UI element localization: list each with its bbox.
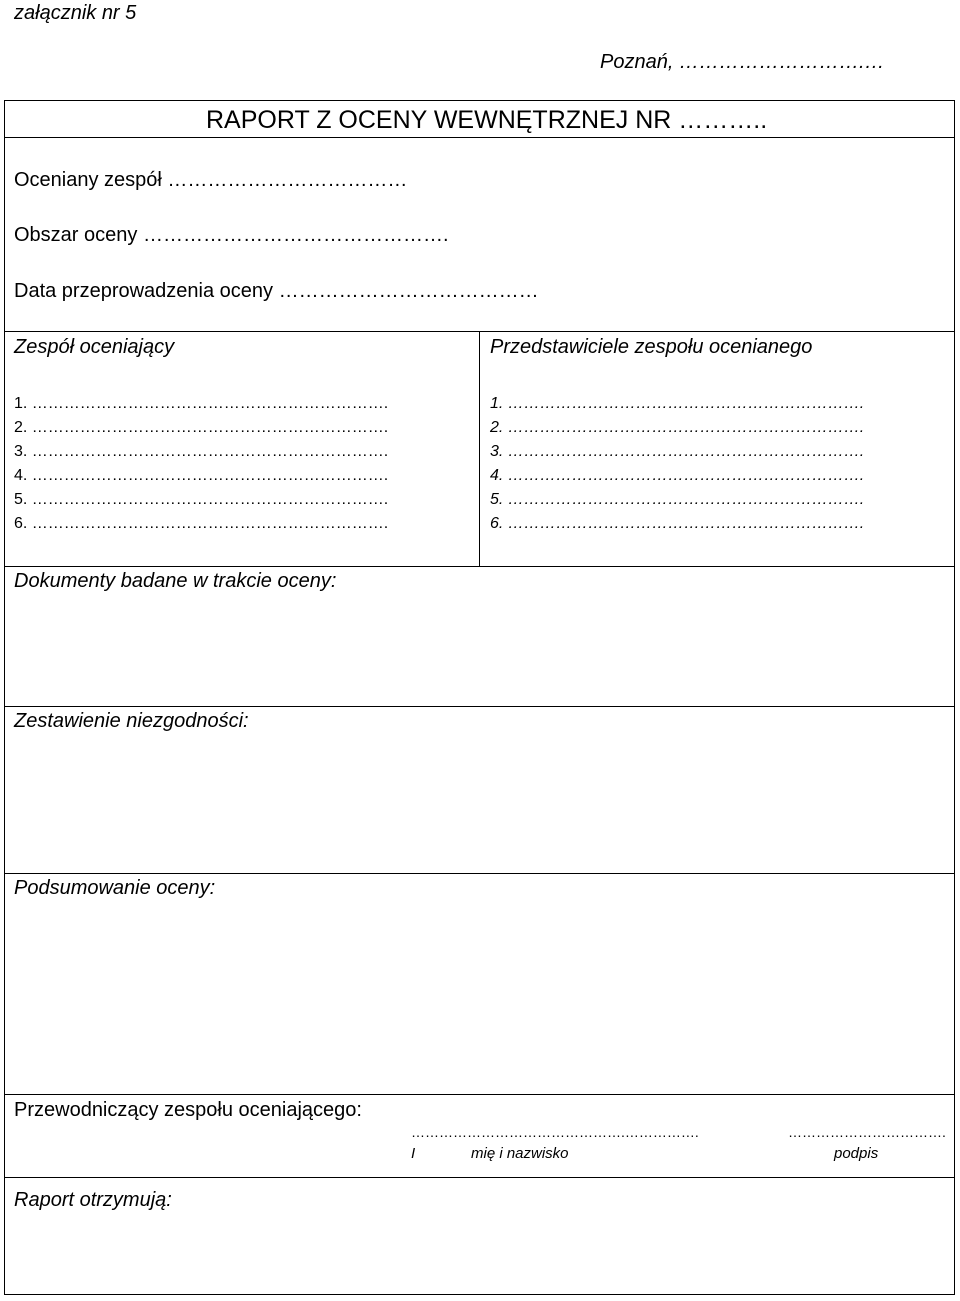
chair-section-divider — [4, 1094, 955, 1095]
assessed-team-field: Oceniany zespół ……………………………… — [14, 169, 408, 191]
chair-label: Przewodniczący zespołu oceniającego: — [14, 1099, 362, 1121]
recipients-label: Raport otrzymują: — [14, 1189, 172, 1211]
signature-line: ……………………………. — [788, 1124, 946, 1140]
attachment-label: załącznik nr 5 — [14, 2, 137, 24]
summary-section-divider — [4, 873, 955, 874]
assessed-reps-label: Przedstawiciele zespołu ocenianego — [490, 336, 813, 358]
name-label-initial: I — [411, 1145, 416, 1162]
name-signature-line: ……………………………………….……………. — [411, 1124, 699, 1140]
title-divider — [4, 137, 955, 138]
list-item: 1. …………………………………………………………. — [490, 395, 865, 412]
place-date: Poznań, ……………………….… — [600, 51, 885, 73]
signature-label: podpis — [834, 1145, 879, 1162]
recipients-section-divider — [4, 1177, 955, 1178]
list-item: 6. …………………………………………………………. — [14, 515, 389, 532]
list-item: 2. …………………………………………………………. — [490, 419, 865, 436]
list-item: 1. …………………………………………………………. — [14, 395, 389, 412]
list-item: 2. …………………………………………………………. — [14, 419, 389, 436]
list-item: 5. …………………………………………………………. — [14, 491, 389, 508]
assessment-date-field: Data przeprowadzenia oceny ………………………………… — [14, 280, 539, 302]
list-item: 4. …………………………………………………………. — [490, 467, 865, 484]
list-item: 6. …………………………………………………………. — [490, 515, 865, 532]
list-item: 4. …………………………………………………………. — [14, 467, 389, 484]
nonconformities-label: Zestawienie niezgodności: — [14, 710, 249, 732]
assessing-team-list — [14, 392, 388, 536]
documents-section-divider — [4, 566, 955, 567]
summary-label: Podsumowanie oceny: — [14, 877, 216, 899]
list-item: 5. …………………………………………………………. — [490, 491, 865, 508]
team-columns-divider — [479, 331, 480, 567]
nonconformities-section-divider — [4, 706, 955, 707]
assessment-area-field: Obszar oceny ………………………………………. — [14, 224, 449, 246]
assessing-team-label: Zespół oceniający — [14, 336, 175, 358]
list-item: 3. …………………………………………………………. — [14, 443, 389, 460]
name-label: mię i nazwisko — [471, 1145, 569, 1162]
assessed-reps-list — [490, 392, 864, 536]
documents-label: Dokumenty badane w trakcie oceny: — [14, 570, 337, 592]
list-item: 3. …………………………………………………………. — [490, 443, 865, 460]
report-title: RAPORT Z OCENY WEWNĘTRZNEJ NR ……….. — [206, 106, 768, 134]
